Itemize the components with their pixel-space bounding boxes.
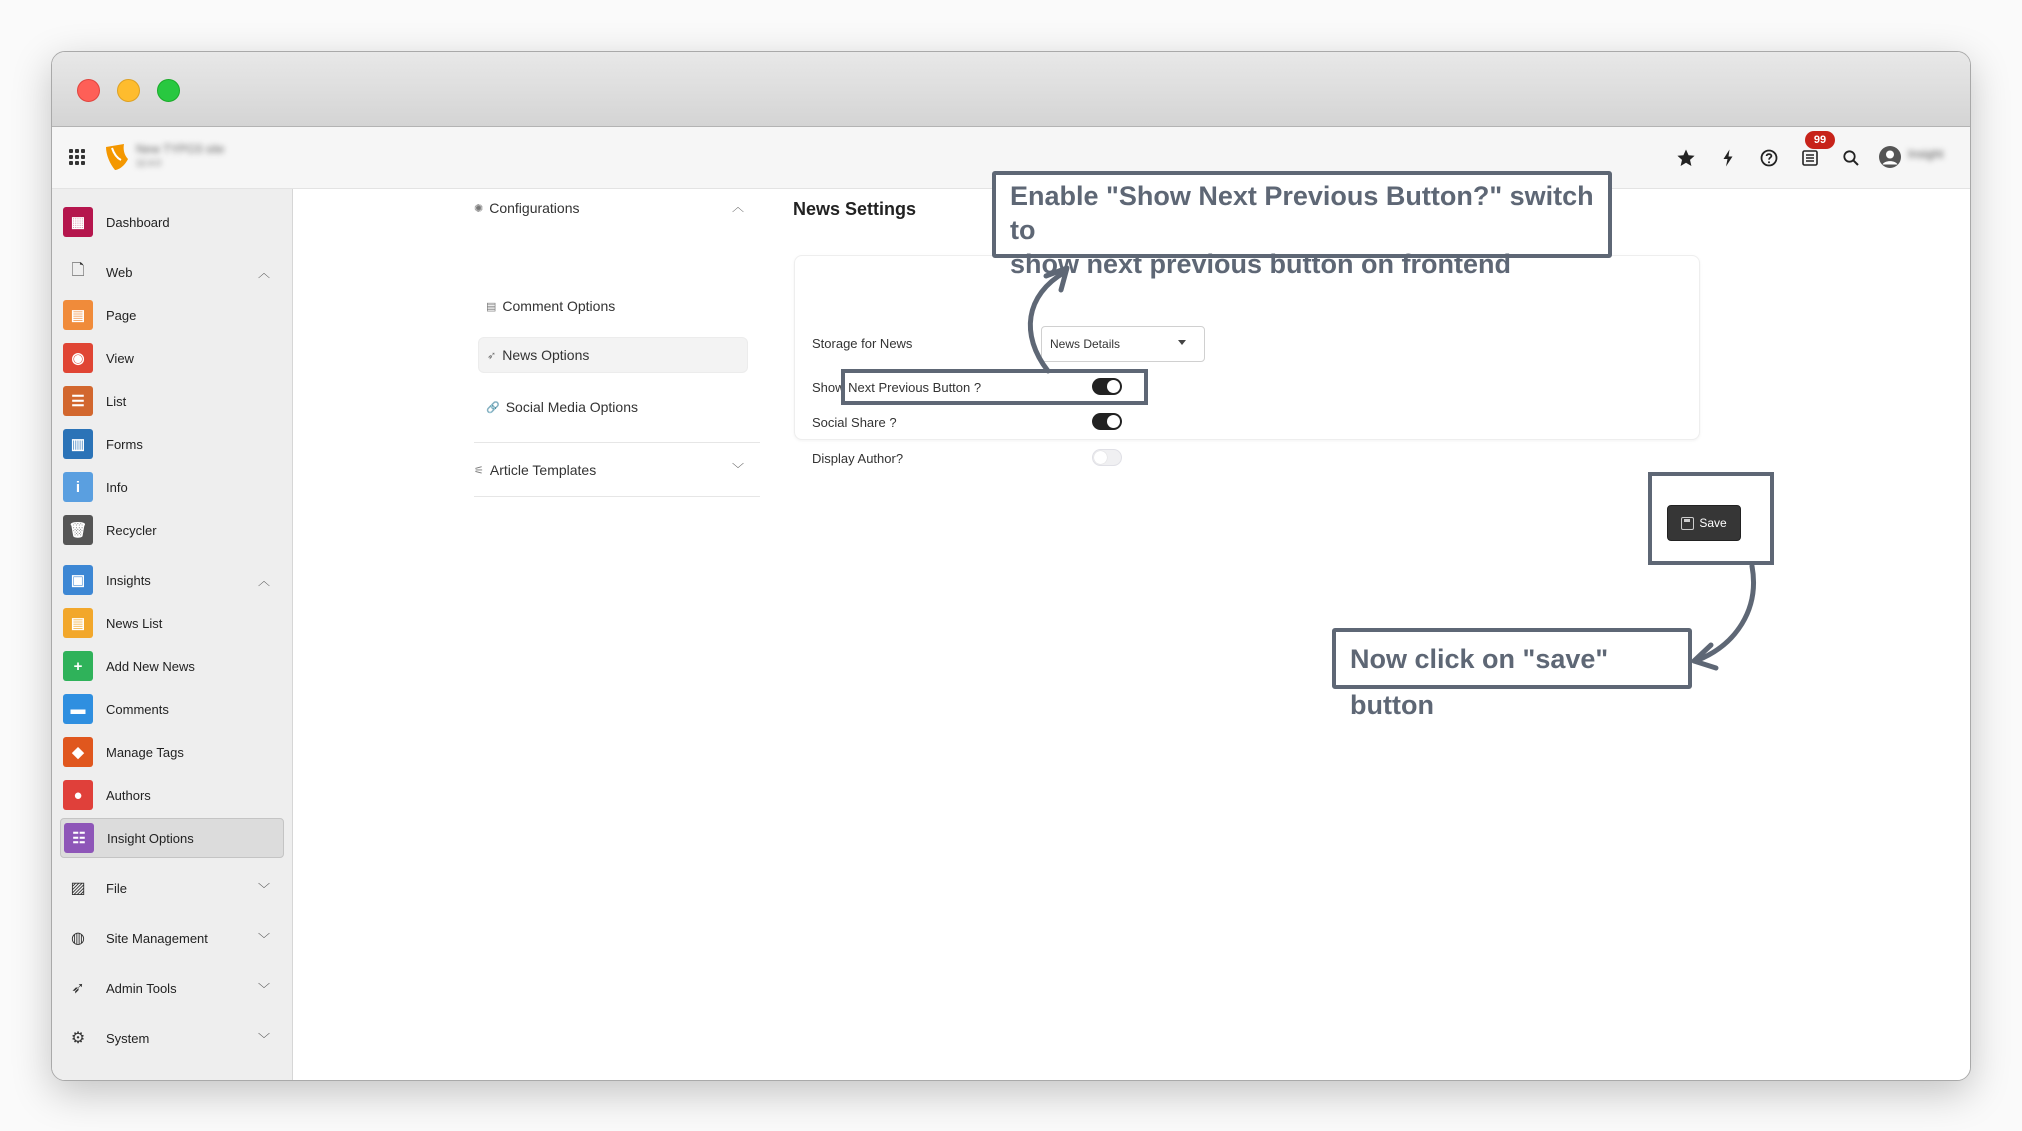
comment-icon: ▤ xyxy=(486,300,497,313)
chevron-down-icon[interactable]: ﹀ xyxy=(257,982,270,996)
module-sidebar xyxy=(52,189,293,1081)
info-icon: i xyxy=(63,472,93,502)
article-templates-header[interactable]: ⚟ Article Templates ﹀ xyxy=(474,462,744,478)
sidebar-item-admin-tools[interactable]: ➶ Admin Tools ﹀ xyxy=(60,968,284,1008)
sidebar-item-file[interactable]: ▨ File ﹀ xyxy=(60,868,284,908)
menu-divider xyxy=(474,496,760,497)
chevron-down-icon[interactable]: ﹀ xyxy=(257,882,270,896)
trash-icon: 🗑 xyxy=(63,515,93,545)
page-module-icon: ▤ xyxy=(63,300,93,330)
user-icon: ● xyxy=(63,780,93,810)
highlight-show-next-previous-row xyxy=(841,369,1148,405)
dashboard-icon: ▦ xyxy=(63,207,93,237)
chevron-up-icon[interactable]: ︿ xyxy=(257,574,270,588)
search-icon[interactable] xyxy=(1841,148,1861,168)
sidebar-item-recycler[interactable]: 🗑 Recycler xyxy=(60,510,284,550)
settings-card xyxy=(794,255,1700,440)
chevron-down-icon[interactable]: ﹀ xyxy=(257,1032,270,1046)
maximize-window-button[interactable] xyxy=(157,79,180,102)
sidebar-item-news-list[interactable]: ▤ News List xyxy=(60,603,284,643)
sidebar-item-comments[interactable]: ▬ Comments xyxy=(60,689,284,729)
window-titlebar xyxy=(52,52,1970,127)
system-information-icon[interactable] xyxy=(1800,148,1820,168)
chevron-down-icon[interactable]: ﹀ xyxy=(731,462,744,476)
module-menu-icon[interactable] xyxy=(67,147,87,167)
callout-click-save: Now click on "save" button xyxy=(1332,628,1692,689)
caret-down-icon xyxy=(1178,340,1186,345)
flash-icon[interactable] xyxy=(1718,148,1738,168)
link-icon: 🔗 xyxy=(486,401,500,414)
menu-item-news-options[interactable]: ➶ News Options xyxy=(478,337,748,373)
help-icon[interactable] xyxy=(1759,148,1779,168)
notification-count-badge: 99 xyxy=(1805,131,1835,149)
storage-select[interactable]: News Details xyxy=(1041,326,1205,362)
save-button[interactable]: Save xyxy=(1667,505,1741,541)
close-window-button[interactable] xyxy=(77,79,100,102)
site-name-blurred: New TYPO3 site 12.4.0 xyxy=(136,142,225,168)
sidebar-item-forms[interactable]: ▥ Forms xyxy=(60,424,284,464)
typo3-logo-icon[interactable] xyxy=(104,143,130,171)
user-avatar-icon[interactable] xyxy=(1878,145,1902,169)
image-icon: ▨ xyxy=(70,880,86,897)
sidebar-item-list[interactable]: ☰ List xyxy=(60,381,284,421)
sidebar-item-add-new-news[interactable]: + Add New News xyxy=(60,646,284,686)
rocket-icon: ➶ xyxy=(71,980,85,997)
sidebar-item-site-management[interactable]: ◍ Site Management ﹀ xyxy=(60,918,284,958)
social-share-label: Social Share ? xyxy=(812,415,897,430)
panel-title: News Settings xyxy=(793,199,917,219)
menu-item-comment-options[interactable]: ▤ Comment Options xyxy=(486,298,616,314)
sidebar-item-dashboard[interactable]: ▦ Dashboard xyxy=(60,202,284,242)
gear-icon: ✺ xyxy=(474,202,484,215)
storage-label: Storage for News xyxy=(812,336,913,351)
sidebar-item-authors[interactable]: ● Authors xyxy=(60,775,284,815)
social-share-toggle[interactable] xyxy=(1092,413,1122,430)
plus-icon: + xyxy=(63,651,93,681)
highlight-save-button xyxy=(1648,472,1774,565)
globe-icon: ◍ xyxy=(71,930,85,947)
sidebar-item-page[interactable]: ▤ Page xyxy=(60,295,284,335)
list-icon: ☰ xyxy=(63,386,93,416)
sidebar-item-manage-tags[interactable]: ◆ Manage Tags xyxy=(60,732,284,772)
chevron-up-icon[interactable]: ︿ xyxy=(257,266,270,280)
sidebar-item-view[interactable]: ◉ View xyxy=(60,338,284,378)
callout-enable-switch: Enable "Show Next Previous Button?" switch to show next previous button on frontend xyxy=(992,171,1612,258)
sliders-icon: ☷ xyxy=(64,823,94,853)
sidebar-item-web[interactable]: 🗋 Web ︿ xyxy=(60,252,284,292)
gear-icon: ⚙ xyxy=(70,1030,86,1047)
page-icon: 🗋 xyxy=(71,261,85,279)
news-list-icon: ▤ xyxy=(63,608,93,638)
minimize-window-button[interactable] xyxy=(117,79,140,102)
menu-item-social-media-options[interactable]: 🔗 Social Media Options xyxy=(486,399,638,415)
bookmark-star-icon[interactable] xyxy=(1676,148,1696,168)
user-name-blurred: Insight xyxy=(1908,147,1944,161)
tag-icon: ◆ xyxy=(63,737,93,767)
sidebar-item-system[interactable]: ⚙ System ﹀ xyxy=(60,1018,284,1058)
form-icon: ▥ xyxy=(63,429,93,459)
sliders-icon: ⚟ xyxy=(474,464,484,477)
display-author-toggle[interactable] xyxy=(1092,449,1122,466)
send-icon: ➶ xyxy=(487,349,497,362)
comment-icon: ▬ xyxy=(63,694,93,724)
sidebar-item-insight-options[interactable]: ☷ Insight Options xyxy=(60,818,284,858)
sidebar-item-insights[interactable]: ▣ Insights ︿ xyxy=(60,560,284,600)
insights-icon: ▣ xyxy=(63,565,93,595)
sidebar-item-info[interactable]: i Info xyxy=(60,467,284,507)
eye-icon: ◉ xyxy=(63,343,93,373)
chevron-down-icon[interactable]: ﹀ xyxy=(257,932,270,946)
chevron-up-icon[interactable]: ︿ xyxy=(731,200,744,214)
show-next-previous-label: Show Next Previous Button ? xyxy=(812,380,982,395)
configurations-header[interactable]: ✺ Configurations ︿ xyxy=(474,200,744,216)
menu-divider xyxy=(474,442,760,443)
display-author-label: Display Author? xyxy=(812,451,904,466)
